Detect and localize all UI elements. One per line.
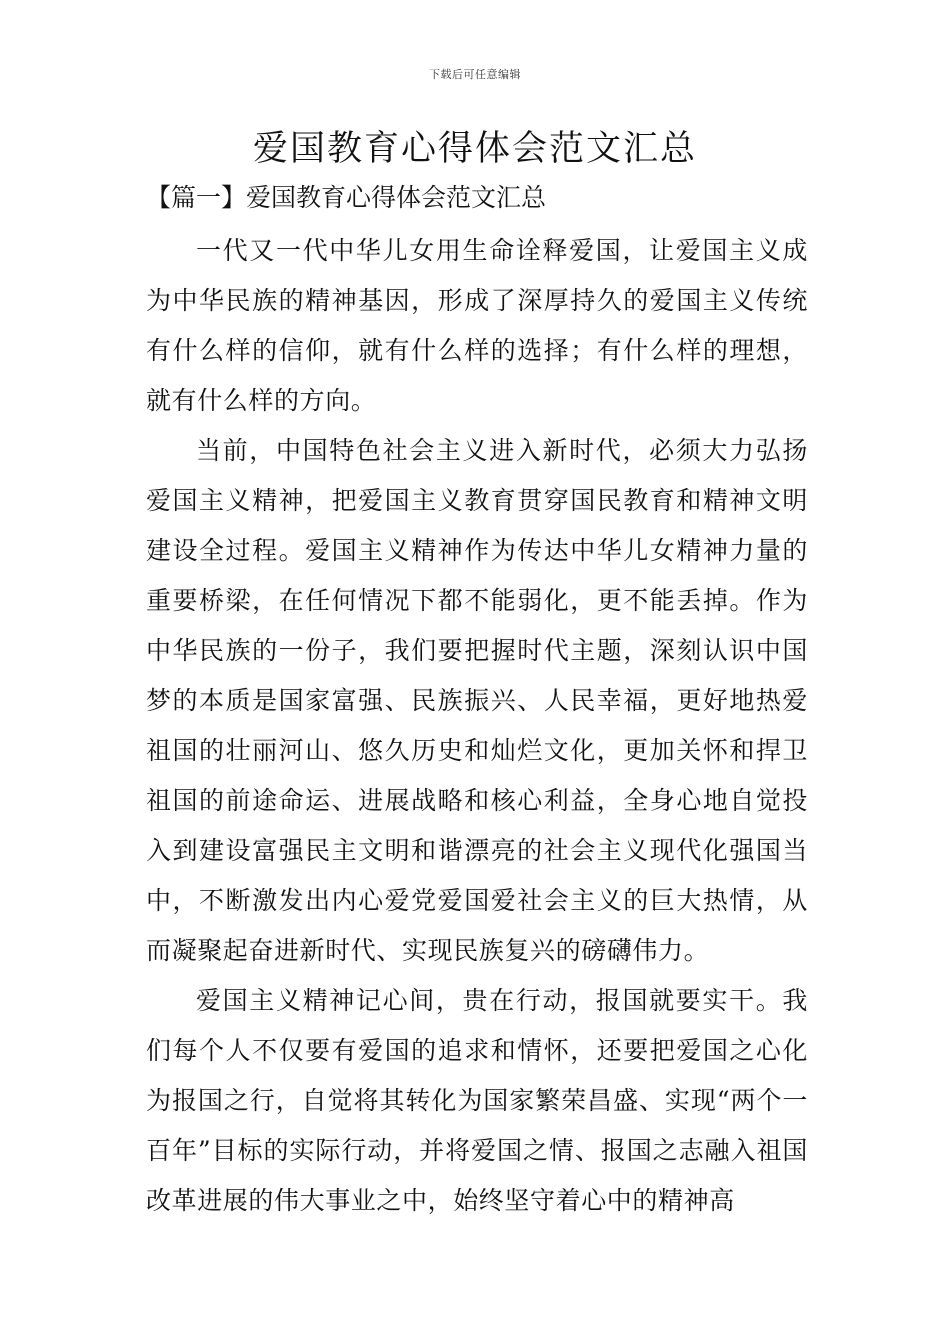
- paragraph-1: 一代又一代中华儿女用生命诠释爱国，让爱国主义成为中华民族的精神基因，形成了深厚持久的爱国主义传统有什么样的信仰，就有什么样的选择；有什么样的理想，就有什么样的方向。: [146, 236, 808, 415]
- paragraph-3: 爱国主义精神记心间，贵在行动，报国就要实干。我们每个人不仅要有爱国的追求和情怀，还要把爱国之心化为报国之行，自觉将其转化为国家繁荣昌盛、实现“两个一百年”目标的实际行动，并将爱国之情、报国之志融入祖国改革进展的伟大事业之中，始终坚守着心中的精神高: [146, 986, 808, 1215]
- document-title: 爱国教育心得体会范文汇总: [252, 129, 697, 169]
- header-note: 下载后可任意编辑: [429, 68, 521, 81]
- section-heading: 【篇一】爱国教育心得体会范文汇总: [146, 183, 547, 212]
- document-body: [146, 226, 808, 1226]
- paragraph-2: 当前，中国特色社会主义进入新时代，必须大力弘扬爱国主义精神，把爱国主义教育贯穿国民教育和精神文明建设全过程。爱国主义精神作为传达中华儿女精神力量的重要桥梁，在任何情况下都不能弱化，更不能丢掉。作为中华民族的一份子，我们要把握时代主题，深刻认识中国梦的本质是国家富强、民族振兴、人民幸福，更好地热爱祖国的壮丽河山、悠久历史和灿烂文化，更加关怀和捍卫祖国的前途命运、进展战略和核心利益，全身心地自觉投入到建设富强民主文明和谐漂亮的社会主义现代化强国当中，不断激发出内心爱党爱国爱社会主义的巨大热情，从而凝聚起奋进新时代、实现民族复兴的磅礴伟力。: [146, 436, 808, 965]
